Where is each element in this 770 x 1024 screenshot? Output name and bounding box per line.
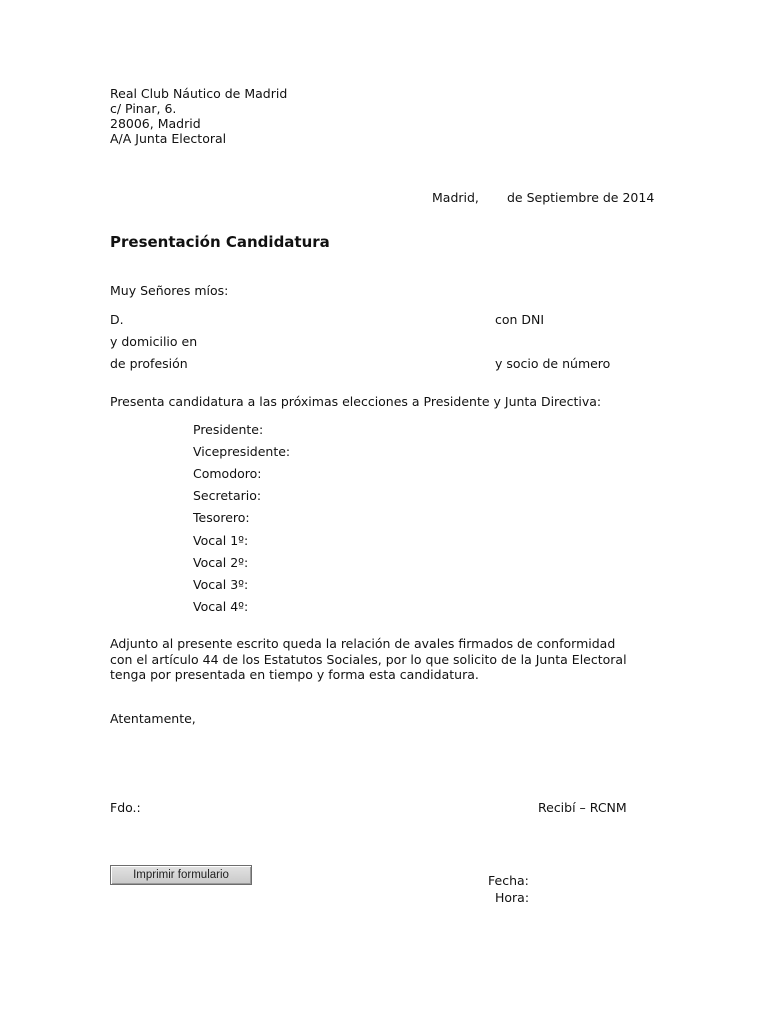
print-form-button[interactable]: Imprimir formulario <box>110 865 252 885</box>
position-label: Comodoro: <box>193 466 262 481</box>
position-label: Presidente: <box>193 422 264 437</box>
position-label: Vocal 3º: <box>193 577 249 592</box>
page-title: Presentación Candidatura <box>110 233 330 251</box>
receipt-date-label: Fecha: <box>488 873 529 888</box>
field-label-name: D. <box>110 312 124 327</box>
body-line: Adjunto al presente escrito queda la relación de avales firmados de conformidad <box>110 636 616 651</box>
recipient-postal-city: 28006, Madrid <box>110 116 201 131</box>
closing: Atentamente, <box>110 711 196 726</box>
position-label: Vocal 4º: <box>193 599 249 614</box>
date-text: de Septiembre de 2014 <box>507 190 655 205</box>
field-label-profession: de profesión <box>110 356 188 371</box>
field-label-member-number: y socio de número <box>495 356 611 371</box>
field-label-dni: con DNI <box>495 312 545 327</box>
signature-label: Fdo.: <box>110 800 141 815</box>
body-line: tenga por presentada en tiempo y forma esta candidatura. <box>110 667 479 682</box>
body-paragraph <box>110 636 670 683</box>
recipient-name: Real Club Náutico de Madrid <box>110 86 288 101</box>
receipt-time-label: Hora: <box>495 890 530 905</box>
position-label: Tesorero: <box>193 510 250 525</box>
position-label: Vocal 2º: <box>193 555 249 570</box>
candidacy-intro: Presenta candidatura a las próximas elecciones a Presidente y Junta Directiva: <box>110 394 602 409</box>
greeting: Muy Señores míos: <box>110 283 229 298</box>
recipient-street: c/ Pinar, 6. <box>110 101 177 116</box>
body-line: con el artículo 44 de los Estatutos Sociales, por lo que solicito de la Junta Electoral <box>110 651 627 667</box>
position-label: Vicepresidente: <box>193 444 291 459</box>
position-label: Vocal 1º: <box>193 533 249 548</box>
recipient-attention: A/A Junta Electoral <box>110 131 227 146</box>
field-label-address: y domicilio en <box>110 334 198 349</box>
date-city: Madrid, <box>432 190 479 205</box>
position-label: Secretario: <box>193 488 262 503</box>
receipt-label: Recibí – RCNM <box>538 800 627 815</box>
